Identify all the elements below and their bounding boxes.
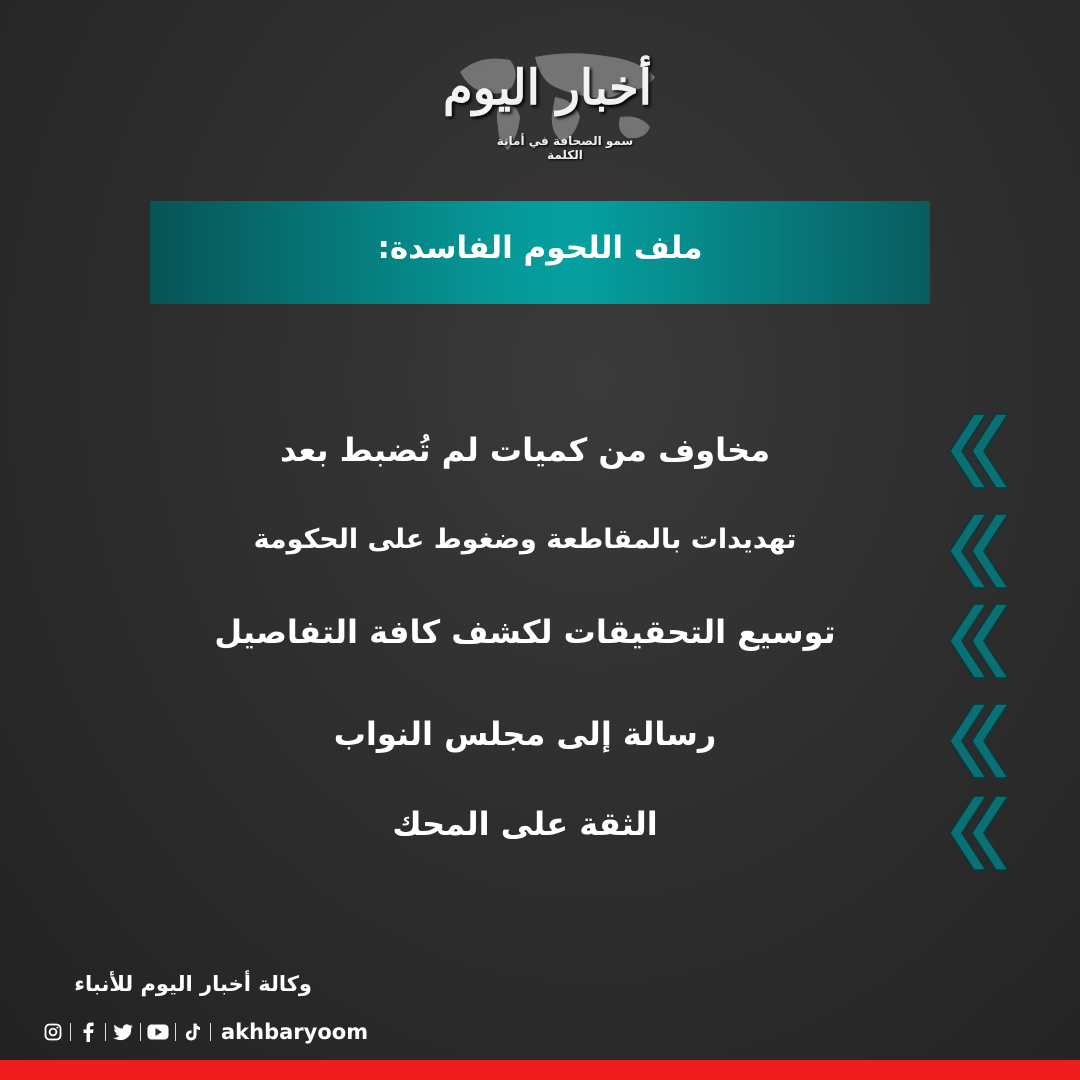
agency-name: وكالة أخبار اليوم للأنباء bbox=[74, 972, 312, 996]
list-item-text: الثقة على المحك bbox=[392, 805, 658, 843]
chevrons-left-icon bbox=[950, 602, 1020, 680]
twitter-icon[interactable] bbox=[112, 1021, 134, 1043]
chevrons-left-icon bbox=[950, 702, 1020, 780]
bottom-bar bbox=[0, 1060, 1080, 1080]
social-links bbox=[42, 1018, 368, 1046]
youtube-icon[interactable] bbox=[147, 1021, 169, 1043]
social-handle[interactable]: akhbaryoom bbox=[221, 1020, 369, 1044]
logo-tagline: سمو الصحافة في أمانة الكلمة bbox=[496, 134, 634, 162]
divider bbox=[70, 1023, 71, 1041]
list-item-text: توسيع التحقيقات لكشف كافة التفاصيل bbox=[214, 613, 836, 651]
facebook-icon[interactable] bbox=[77, 1021, 99, 1043]
divider bbox=[140, 1023, 141, 1041]
divider bbox=[105, 1023, 106, 1041]
logo-title: أخبار اليوم bbox=[443, 60, 652, 116]
page-title: ملف اللحوم الفاسدة: bbox=[377, 230, 703, 266]
instagram-icon[interactable] bbox=[42, 1021, 64, 1043]
divider bbox=[210, 1023, 211, 1041]
chevrons-left-icon bbox=[950, 512, 1020, 590]
divider bbox=[175, 1023, 176, 1041]
chevrons-left-icon bbox=[950, 794, 1020, 872]
tiktok-icon[interactable] bbox=[182, 1021, 204, 1043]
chevrons-left-icon bbox=[950, 412, 1020, 490]
logo bbox=[440, 42, 670, 162]
list-item-text: مخاوف من كميات لم تُضبط بعد bbox=[279, 431, 771, 469]
list-item-text: تهديدات بالمقاطعة وضغوط على الحكومة bbox=[253, 524, 797, 555]
list-item-text: رسالة إلى مجلس النواب bbox=[333, 715, 717, 753]
title-banner bbox=[150, 201, 930, 304]
